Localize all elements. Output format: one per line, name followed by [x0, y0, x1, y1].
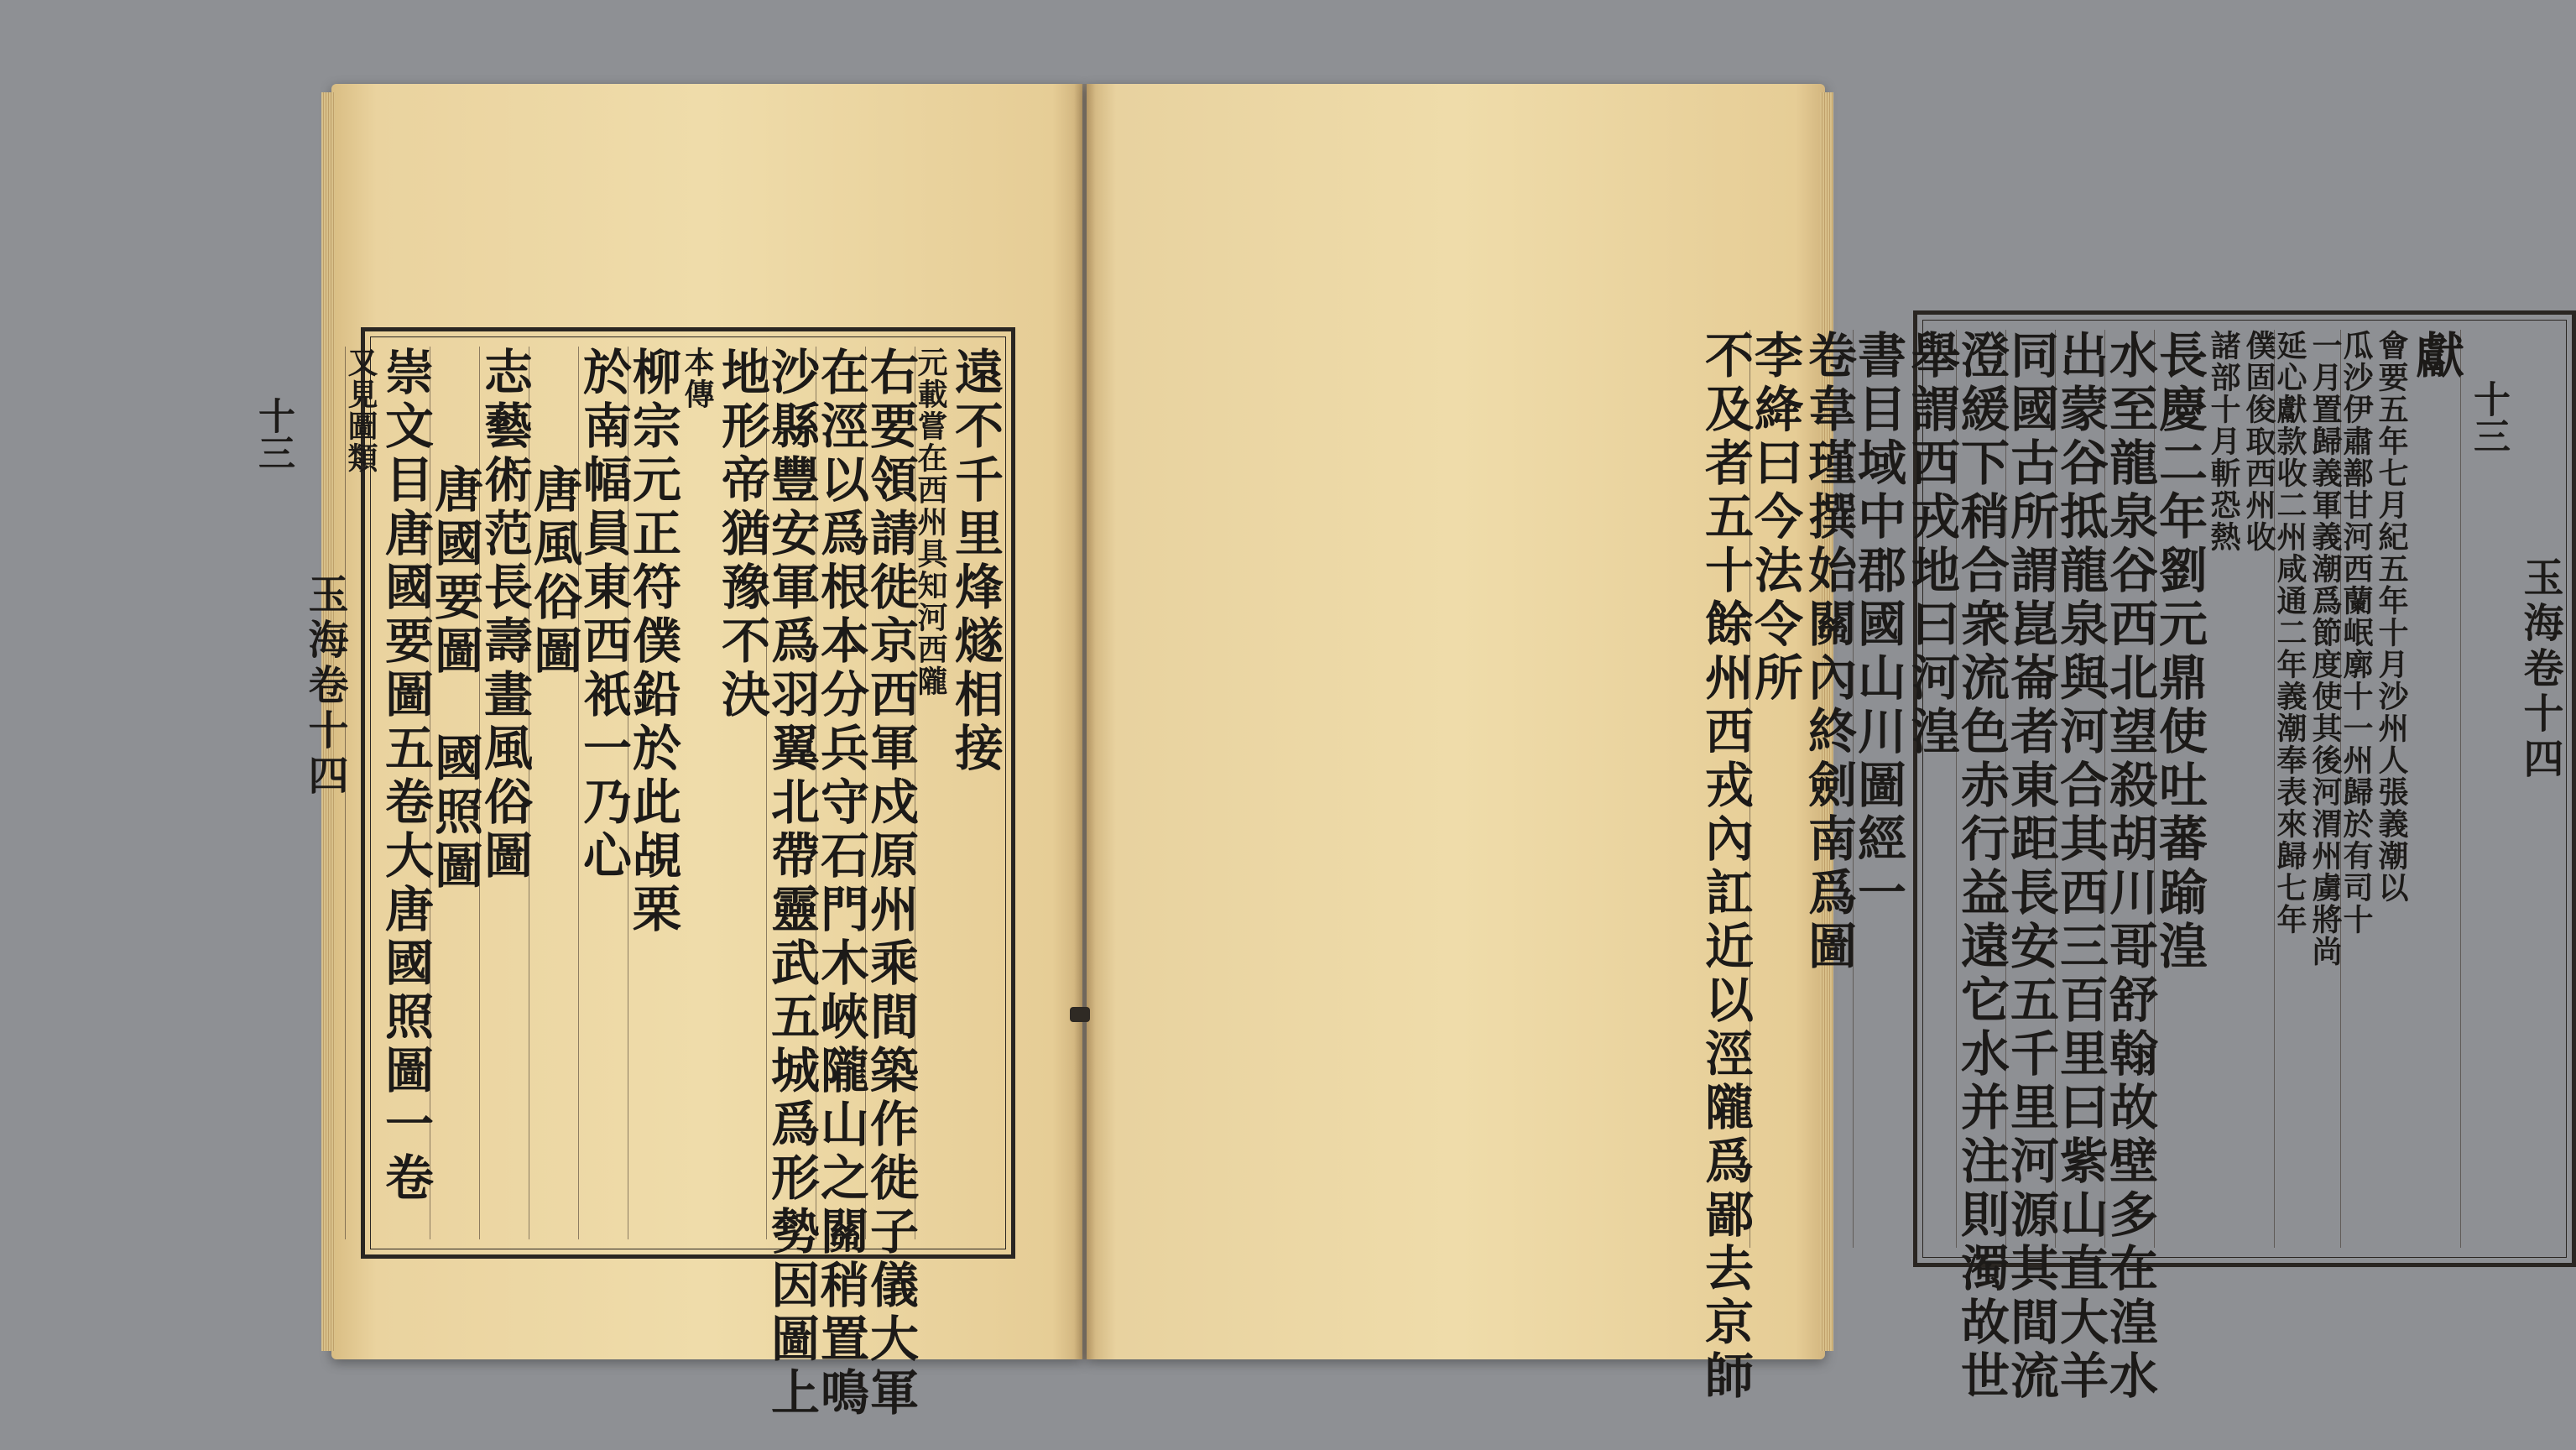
- left-col-10: [343, 347, 434, 1239]
- right-col-9-text: 卷韋瑾撰始關內終劍南爲圖: [1800, 330, 1857, 974]
- book-gutter: [1074, 84, 1096, 1359]
- right-col-8: [1849, 330, 1960, 1248]
- left-col-7-text: 唐風俗圖: [525, 464, 582, 679]
- left-col-1-text: 遠不千里烽燧相接: [946, 347, 1004, 776]
- right-col-1-note-a: 會要五年七月紀五年十月沙州人張義潮以: [2374, 330, 2409, 904]
- left-banxin: [246, 347, 348, 1239]
- right-col-10-text: 不及者五十餘州西戎內訌近以涇隴爲鄙去京師: [1697, 330, 1754, 1404]
- right-col-9-text2: 李絳曰今法令所: [1746, 330, 1803, 706]
- right-col-6-text: 同國古所謂崑崙者東距長安五千里河源其間流: [2002, 330, 2059, 1404]
- left-page: [252, 84, 1082, 1421]
- right-banxin-folio: 十三: [2467, 380, 2510, 454]
- right-col-8-text: 舉謂西戎地曰河湟: [1903, 330, 1960, 759]
- right-col-9: [1746, 330, 1857, 1248]
- left-col-10-text: 崇文目唐國要圖五卷大唐國照圖一卷: [377, 347, 434, 1206]
- left-col-10-note: 又見圖類: [343, 347, 378, 474]
- right-col-8-text2: 書目域中郡國山川圖經一: [1849, 330, 1906, 921]
- right-col-2-note-b: 延心獻款收二州咸通二年義潮奉表來歸七年: [2272, 330, 2307, 936]
- left-columns: [252, 347, 1004, 1421]
- open-book: [252, 84, 2563, 1421]
- right-col-6: [2002, 330, 2059, 1404]
- left-col-5-text2: 柳宗元正符僕鉛於此覘栗: [624, 347, 681, 937]
- left-col-1-note: 元載嘗在西州具知河西隴: [913, 347, 948, 697]
- right-page: [1087, 84, 2563, 1404]
- right-col-5-text: 出蒙谷抵龍泉與河合其西三百里曰紫山直大羊: [2052, 330, 2109, 1404]
- right-col-4-text: 水至龍泉谷西北望殺胡川哥舒翰故壁多在湟水: [2101, 330, 2158, 1404]
- right-col-2: [2272, 330, 2343, 1248]
- right-col-7-text: 澄緩下稍合衆流色赤行益遠它水并注則濁故世: [1953, 330, 2010, 1404]
- right-col-3-text2: 長慶二年劉元鼎使吐蕃踰湟: [2151, 330, 2208, 974]
- left-col-2-text: 右要領請徙京西軍戍原州乘間築作徙子儀大軍: [862, 347, 919, 1421]
- right-col-2-note-a: 一月置歸義軍義潮爲節度使其後河渭州虜將尚: [2307, 330, 2343, 968]
- left-col-3-text: 在涇以爲根本分兵守石門木峽隴山之關稍置鳴: [812, 347, 869, 1421]
- left-col-5-note: 本傳: [680, 347, 715, 410]
- left-col-4: [763, 347, 820, 1421]
- right-banxin-title: 玉海卷十四: [2516, 556, 2563, 783]
- left-col-8: [476, 347, 533, 1239]
- right-col-10: [1697, 330, 1754, 1404]
- right-columns: [1697, 330, 2563, 1404]
- right-col-4: [2101, 330, 2158, 1404]
- left-col-3: [812, 347, 869, 1421]
- right-col-7: [1953, 330, 2010, 1404]
- right-col-1: [2339, 330, 2464, 1248]
- left-banxin-folio: 十三: [252, 397, 295, 471]
- left-text-frame: [252, 327, 1015, 1421]
- left-col-5: [624, 347, 770, 1239]
- left-col-4-text: 沙縣豐安軍爲羽翼北帶靈武五城爲形勢因圖上: [763, 347, 820, 1421]
- right-banxin: [2460, 330, 2563, 1248]
- left-col-6-text: 於南幅員東西衹一乃心: [575, 347, 632, 884]
- left-col-7: [525, 347, 582, 1239]
- left-col-5-text: 地形帝猶豫不決: [713, 347, 770, 722]
- binding-stitch: [1070, 1007, 1090, 1022]
- left-col-6: [575, 347, 632, 1239]
- right-text-frame: [1697, 310, 2576, 1404]
- left-col-2: [862, 347, 919, 1421]
- right-col-1-text: 獻: [2407, 330, 2464, 383]
- left-col-8-text: 志藝術范長壽畫風俗圖: [476, 347, 533, 884]
- right-col-3: [2151, 330, 2276, 1248]
- left-col-1: [913, 347, 1004, 1239]
- right-col-3-note-a: 僕固俊取西州收: [2241, 330, 2276, 553]
- left-banxin-title: 玉海卷十四: [301, 573, 348, 800]
- right-col-1-note-b: 瓜沙伊肅鄯甘河西蘭岷廓十一州歸於有司十: [2339, 330, 2374, 936]
- right-col-3-note-b: 諸部十月斬恐熱: [2206, 330, 2241, 553]
- left-col-9: [426, 347, 483, 1239]
- left-col-9-text: 唐國要圖 國照圖: [426, 464, 483, 894]
- right-col-5: [2052, 330, 2109, 1404]
